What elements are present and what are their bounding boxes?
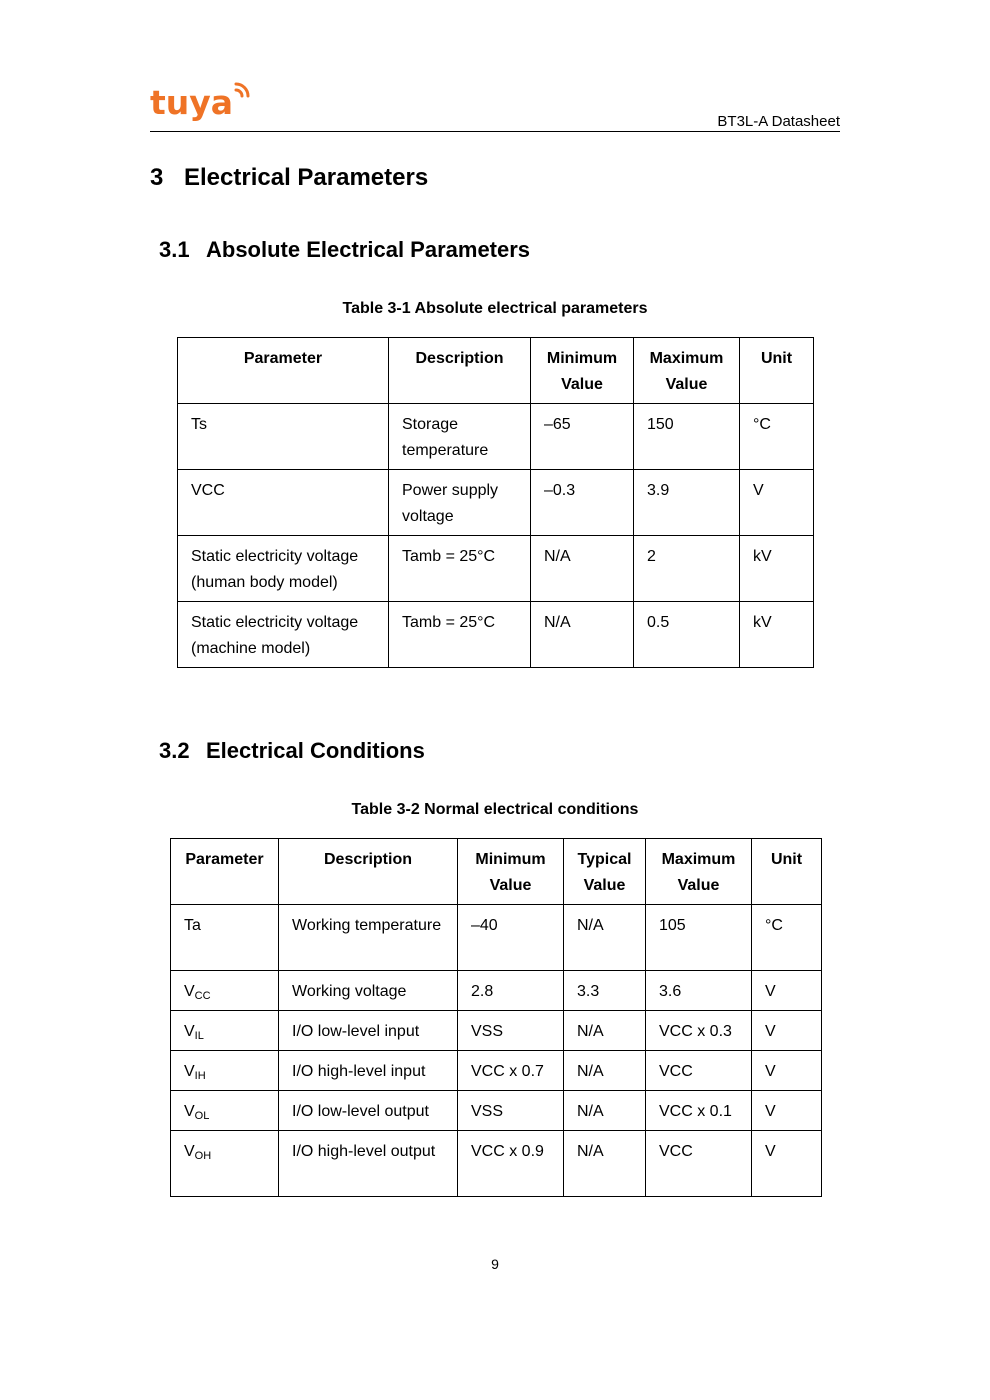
symbol-subscript: IL	[194, 1030, 204, 1042]
table-cell: VCC	[646, 1051, 752, 1091]
parameter-symbol	[171, 905, 279, 971]
column-header: Unit	[752, 839, 822, 905]
table-caption: Table 3-2 Normal electrical conditions	[351, 801, 639, 818]
page-number: 9	[491, 1256, 499, 1272]
table-cell: Storage temperature	[389, 404, 531, 470]
table-cell: °C	[752, 905, 822, 971]
table-cell: I/O low-level output	[279, 1091, 458, 1131]
table-cell: kV	[740, 602, 814, 668]
table-cell: Ts	[178, 404, 389, 470]
column-header: Description	[389, 338, 531, 404]
parameter-symbol	[171, 1051, 279, 1091]
table-cell: 3.3	[564, 971, 646, 1011]
parameter-symbol	[171, 971, 279, 1011]
symbol-subscript: OH	[194, 1150, 212, 1162]
parameter-symbol	[171, 1131, 279, 1197]
table-cell: –0.3	[531, 470, 634, 536]
column-header: Maximum Value	[646, 839, 752, 905]
table-cell: VSS	[458, 1011, 564, 1051]
table-cell: VSS	[458, 1091, 564, 1131]
header-divider	[150, 131, 840, 132]
subsection-heading-absolute	[159, 237, 530, 263]
table-cell: VCC	[646, 1131, 752, 1197]
table-cell: VCC x 0.9	[458, 1131, 564, 1197]
symbol-subscript: CC	[194, 990, 211, 1002]
column-header: Unit	[740, 338, 814, 404]
column-header: Parameter	[178, 338, 389, 404]
table-cell: Working voltage	[279, 971, 458, 1011]
table-row	[178, 536, 814, 602]
svg-text:tuya: tuya	[150, 83, 234, 122]
table-row	[178, 404, 814, 470]
symbol-text: V	[184, 983, 195, 1000]
section-heading	[150, 164, 428, 192]
table-header-row	[171, 839, 822, 905]
subsection-heading-conditions	[159, 738, 425, 764]
column-header: Minimum Value	[458, 839, 564, 905]
table-cell: –40	[458, 905, 564, 971]
table-cell: 2.8	[458, 971, 564, 1011]
table-cell: VCC x 0.1	[646, 1091, 752, 1131]
table-cell: N/A	[531, 536, 634, 602]
table-cell: N/A	[564, 905, 646, 971]
column-header: Minimum Value	[531, 338, 634, 404]
column-header: Parameter	[171, 839, 279, 905]
symbol-text: V	[184, 1143, 195, 1160]
table-cell: V	[752, 1131, 822, 1197]
table-cell: N/A	[564, 1091, 646, 1131]
table-cell: V	[752, 1051, 822, 1091]
table-row	[171, 1131, 822, 1197]
parameter-symbol	[171, 1091, 279, 1131]
table-cell: °C	[740, 404, 814, 470]
column-header: Description	[279, 839, 458, 905]
table-cell: 2	[634, 536, 740, 602]
table-cell: N/A	[564, 1131, 646, 1197]
table-cell: I/O high-level input	[279, 1051, 458, 1091]
table-cell: 105	[646, 905, 752, 971]
normal-conditions-table	[170, 838, 822, 1197]
tuya-logo	[150, 80, 250, 128]
table-row	[178, 602, 814, 668]
column-header: Typical Value	[564, 839, 646, 905]
subsection-number: 3.1	[159, 237, 190, 262]
table-cell: V	[752, 1011, 822, 1051]
table-cell: I/O low-level input	[279, 1011, 458, 1051]
table-row	[171, 905, 822, 971]
table-cell: Working temperature	[279, 905, 458, 971]
table-cell: 0.5	[634, 602, 740, 668]
symbol-subscript: OL	[194, 1110, 210, 1122]
subsection-number: 3.2	[159, 738, 190, 763]
table-caption: Table 3-1 Absolute electrical parameters	[342, 300, 648, 317]
table-cell: Static electricity voltage (machine model)	[178, 602, 389, 668]
table-row	[171, 1051, 822, 1091]
table-cell: kV	[740, 536, 814, 602]
table-cell: V	[740, 470, 814, 536]
table-cell: 3.9	[634, 470, 740, 536]
table-cell: Tamb = 25°C	[389, 602, 531, 668]
symbol-text: V	[184, 1023, 195, 1040]
table-row	[171, 971, 822, 1011]
subsection-title: Electrical Conditions	[206, 738, 425, 763]
table-cell: Tamb = 25°C	[389, 536, 531, 602]
table-row	[171, 1011, 822, 1051]
symbol-text: Ta	[184, 917, 201, 934]
table-row	[171, 1091, 822, 1131]
symbol-text: V	[184, 1103, 195, 1120]
table-cell: VCC x 0.7	[458, 1051, 564, 1091]
table-cell: –65	[531, 404, 634, 470]
section-title: Electrical Parameters	[184, 164, 429, 191]
section-number: 3	[150, 164, 164, 191]
absolute-parameters-table	[177, 337, 814, 668]
table-cell: V	[752, 971, 822, 1011]
table-cell: 150	[634, 404, 740, 470]
column-header: Maximum Value	[634, 338, 740, 404]
table-cell: N/A	[531, 602, 634, 668]
table-cell: Static electricity voltage (human body model)	[178, 536, 389, 602]
subsection-title: Absolute Electrical Parameters	[206, 237, 531, 262]
table-cell: 3.6	[646, 971, 752, 1011]
table-header-row	[178, 338, 814, 404]
table-cell: N/A	[564, 1011, 646, 1051]
table-cell: V	[752, 1091, 822, 1131]
table-cell: I/O high-level output	[279, 1131, 458, 1197]
symbol-text: V	[184, 1063, 195, 1080]
symbol-subscript: IH	[194, 1070, 206, 1082]
document-title: BT3L-A Datasheet	[717, 113, 840, 130]
parameter-symbol	[171, 1011, 279, 1051]
table-cell: Power supply voltage	[389, 470, 531, 536]
table-cell: VCC	[178, 470, 389, 536]
table-cell: N/A	[564, 1051, 646, 1091]
table-row	[178, 470, 814, 536]
table-cell: VCC x 0.3	[646, 1011, 752, 1051]
